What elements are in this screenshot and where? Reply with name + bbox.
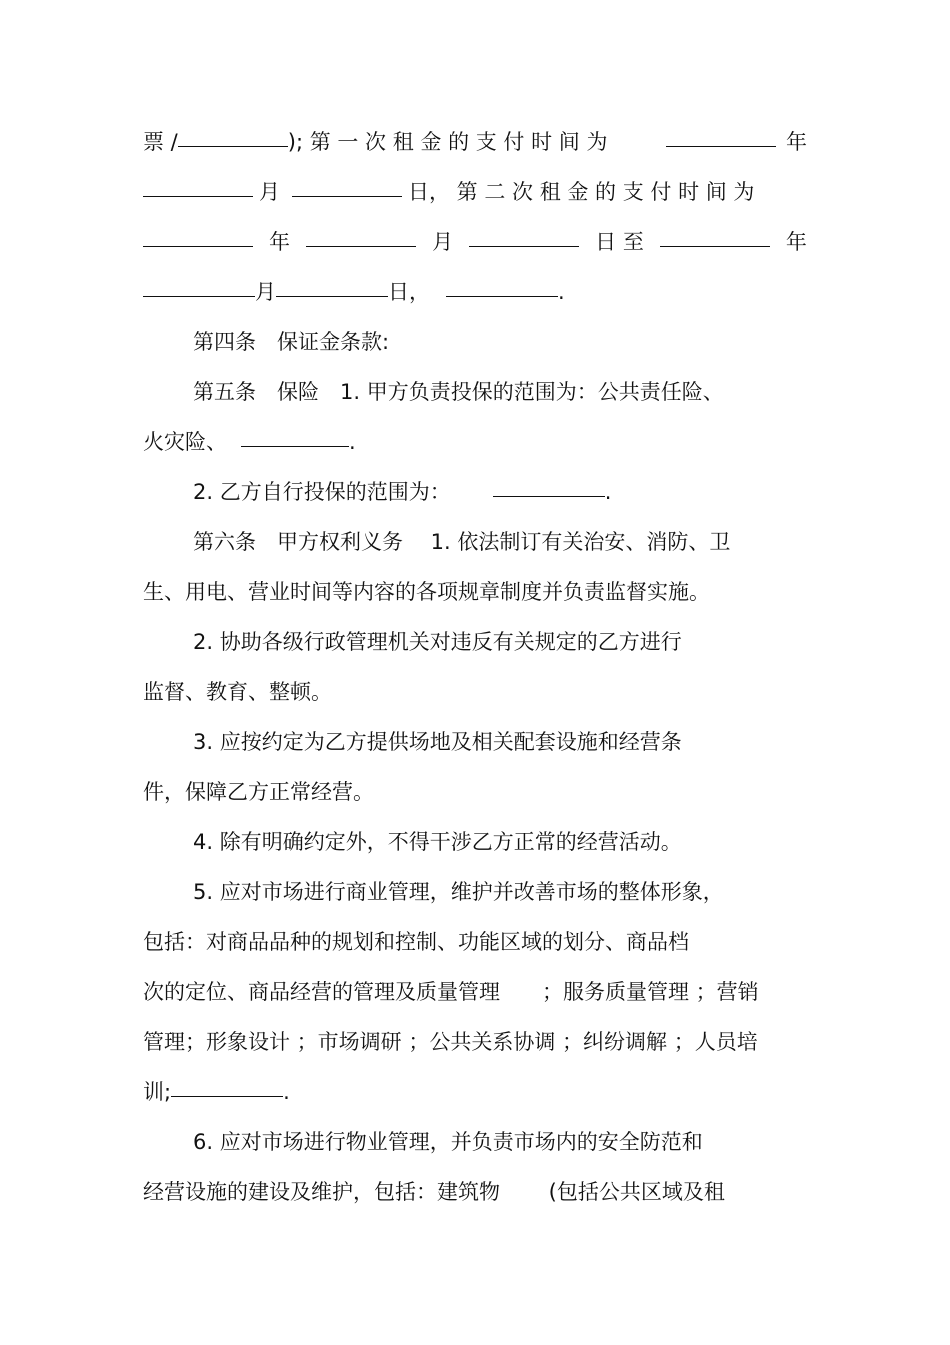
article-6-item-3-cont: 件，保障乙方正常经营。 (143, 780, 374, 804)
text-piece: 训; (143, 1080, 172, 1104)
text-piece: 年 (269, 230, 291, 254)
article-6-continuation: 生、用电、营业时间等内容的各项规章制度并负责监督实施。 (143, 580, 710, 604)
text-piece: . (604, 480, 612, 504)
article-6-item-5-cont-3: 管理；形象设计 ；市场调研 ；公共关系协调 ；纠纷调解 ；人员培 (143, 1030, 758, 1054)
text-piece: 火灾险、 (143, 430, 227, 454)
article-6-item-3: 3. 应按约定为乙方提供场地及相关配套设施和经营条 (193, 730, 682, 754)
article-6-item-5-cont-4 (143, 1075, 807, 1109)
blank-field (660, 245, 770, 247)
article-4-heading: 第四条 保证金条款: (193, 330, 390, 354)
blank-field (241, 445, 349, 447)
article-5-continuation (143, 425, 807, 459)
blank-field (493, 495, 605, 497)
text-piece: 票 / (143, 130, 178, 154)
text-piece: 2. 乙方自行投保的范围为： (193, 480, 451, 504)
blank-field (292, 195, 402, 197)
text-piece: 年 (785, 230, 807, 254)
blank-field (469, 245, 579, 247)
article-6-item-5-cont-2: 次的定位、商品经营的管理及质量管理 ；服务质量管理 ；营销 (143, 980, 759, 1004)
text-piece: 日， 第 二 次 租 金 的 支 付 时 间 为 (408, 180, 755, 204)
blank-field (276, 295, 388, 297)
text-piece: . (558, 280, 565, 304)
article-6-item-2: 2. 协助各级行政管理机关对违反有关规定的乙方进行 (193, 630, 682, 654)
text-segment (143, 125, 607, 159)
blank-field (171, 1095, 283, 1097)
rent-payment-line-4 (143, 275, 807, 309)
article-5-heading: 第五条 保险 1. 甲方负责投保的范围为：公共责任险、 (193, 380, 724, 404)
blank-field (306, 245, 416, 247)
text-segment (666, 125, 807, 159)
rent-payment-line-1 (143, 125, 807, 159)
article-6-item-4: 4. 除有明确约定外，不得干涉乙方正常的经营活动。 (193, 830, 682, 854)
text-piece: 月 (255, 280, 276, 304)
article-5-item-2 (193, 475, 807, 509)
text-piece: 日 至 (595, 230, 644, 254)
article-6-item-2-cont: 监督、教育、整顿。 (143, 680, 332, 704)
text-piece: ); 第 一 次 租 金 的 支 付 时 间 为 (287, 130, 608, 154)
blank-field (143, 295, 255, 297)
text-piece: 年 (786, 130, 807, 154)
text-piece: 月 (259, 180, 280, 204)
article-6-item-6-cont: 经营设施的建设及维护，包括：建筑物 (包括公共区域及租 (143, 1180, 725, 1204)
blank-field (178, 145, 288, 147)
blank-field (666, 145, 776, 147)
text-piece: 月 (432, 230, 454, 254)
blank-field (143, 195, 253, 197)
article-6-item-6: 6. 应对市场进行物业管理，并负责市场内的安全防范和 (193, 1130, 703, 1154)
rent-payment-line-3 (143, 225, 807, 259)
blank-field (446, 295, 558, 297)
text-piece: . (283, 1080, 290, 1104)
article-6-item-5-cont-1: 包括：对商品品种的规划和控制、功能区域的划分、商品档 (143, 930, 689, 954)
article-6-heading: 第六条 甲方权利义务 1. 依法制订有关治安、消防、卫 (193, 530, 731, 554)
text-piece: 日， (388, 280, 430, 304)
article-6-item-5: 5. 应对市场进行商业管理，维护并改善市场的整体形象， (193, 880, 724, 904)
text-piece: . (349, 430, 356, 454)
blank-field (143, 245, 253, 247)
rent-payment-line-2 (143, 175, 807, 209)
